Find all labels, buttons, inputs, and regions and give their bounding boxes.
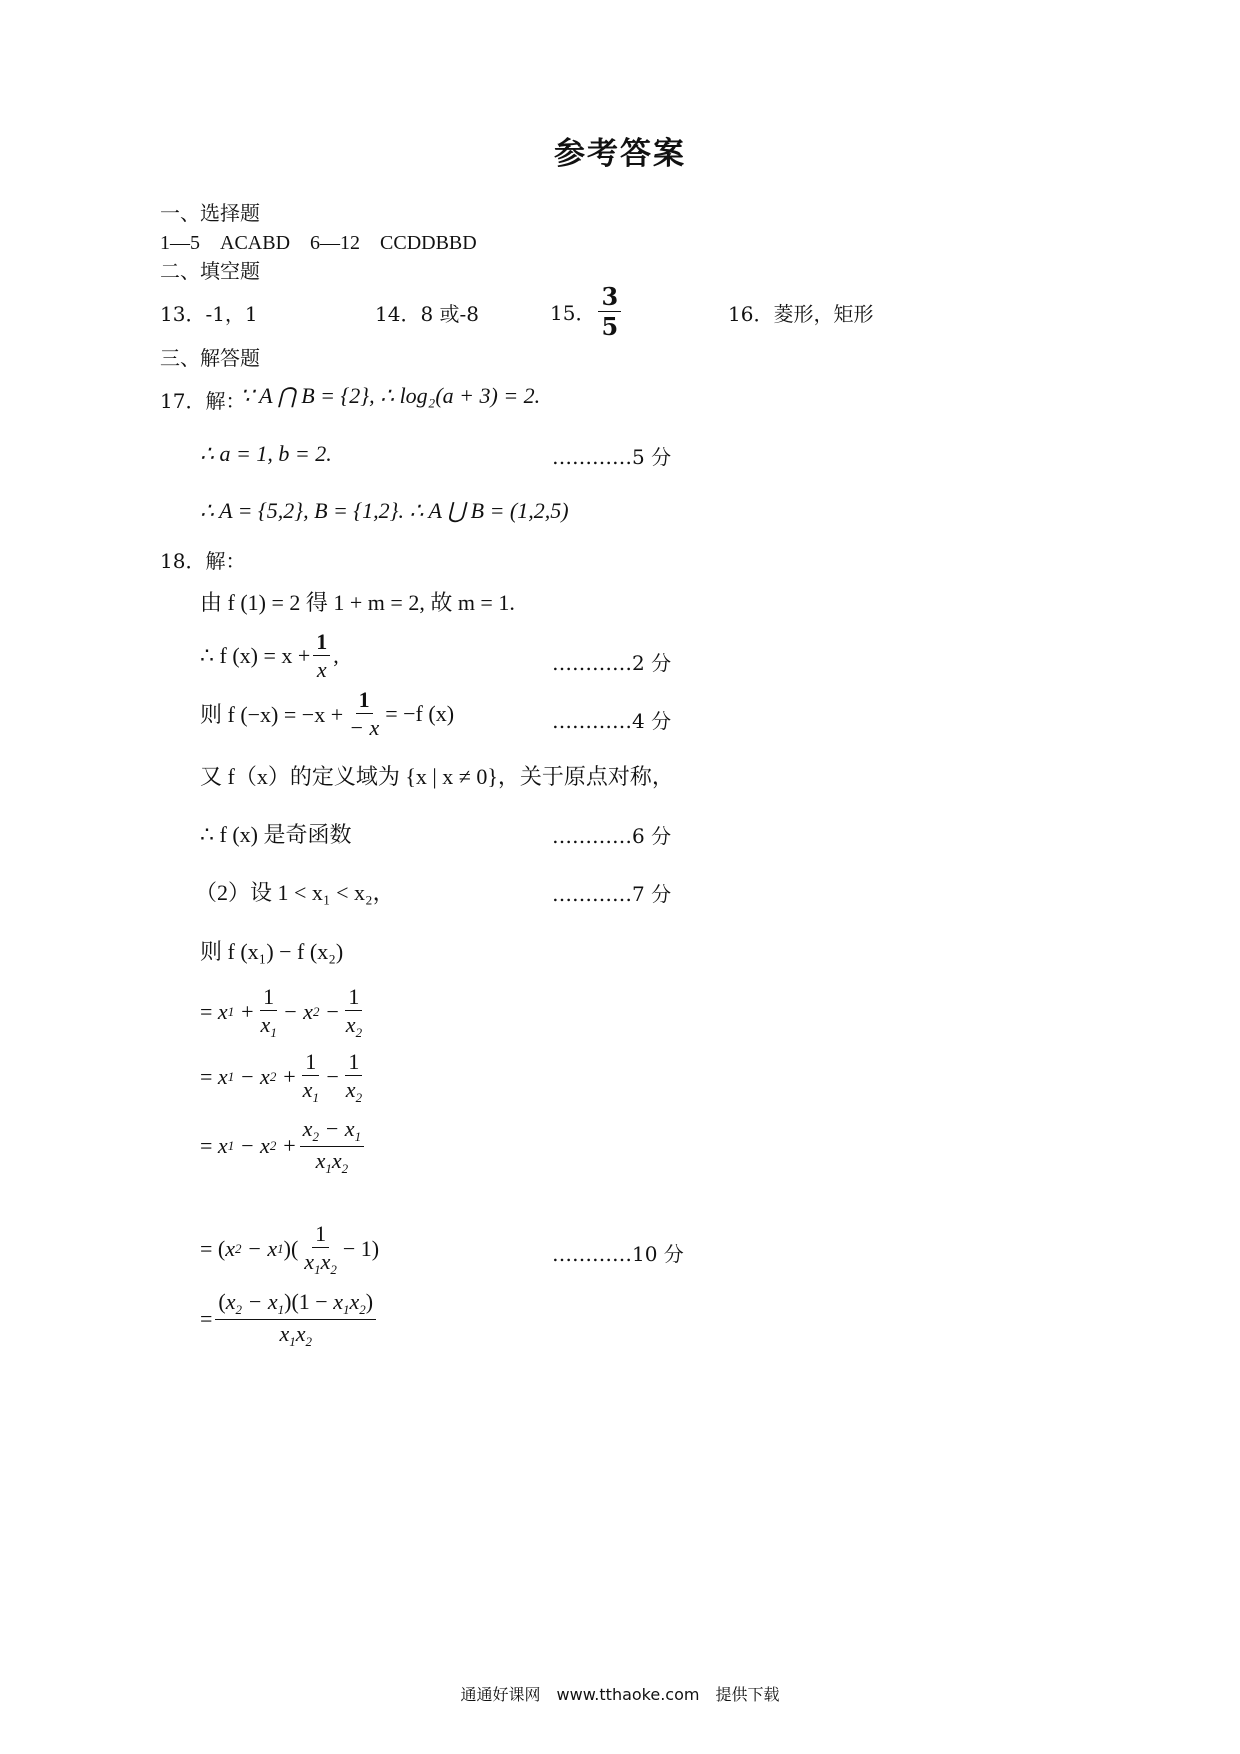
- q17-label: 17．解：: [160, 389, 246, 413]
- q15-fraction: [598, 282, 621, 342]
- q17-line3: ∴ A = {5,2}, B = {1,2}. ∴ A ⋃ B = (1,2,5): [200, 498, 569, 523]
- section-fill-heading: 二、填空题: [160, 259, 260, 283]
- q18-line2-fraction: [313, 630, 330, 681]
- q17-score-5: …………5 分: [552, 445, 672, 469]
- q18-step4: = ( x 2 − x 1 )( $\frac{1}{x_1x_2}$ − 1): [200, 1221, 380, 1278]
- q18-line2-post: ,: [333, 642, 339, 668]
- q18-line3-fraction: [346, 688, 382, 739]
- q18-line2-numerator: 1: [313, 630, 330, 656]
- q18-line2: [200, 630, 339, 681]
- q13-answer: 13．-1，1: [160, 302, 258, 326]
- q18-line3-pre: 则 f (−x) = −x +: [200, 702, 344, 728]
- q18-step3: = x 1 − x 2 + $\frac{x_2 - x_1}{x_1x_2}$: [200, 1117, 367, 1175]
- q15-denominator: 5: [601, 312, 619, 342]
- q18-line2-denominator: x: [316, 657, 327, 683]
- q15-numerator: 3: [598, 284, 621, 312]
- q18-line3-denominator: − x: [349, 715, 380, 741]
- q18-score-2: …………2 分: [552, 651, 672, 675]
- q18-line3: [200, 688, 454, 739]
- q15-label: 15．: [550, 301, 596, 326]
- q14-answer: 14．8 或-8: [375, 302, 480, 326]
- choice-answers: 1—5 ACABD 6—12 CCDDBBD: [160, 232, 477, 254]
- page-title: 参考答案: [554, 136, 686, 172]
- q18-step2: = x 1 − x 2 + $\frac{1}{x_1}$ − $\frac{1}{x_2}$: [200, 1049, 363, 1106]
- q18-line5: ∴ f (x) 是奇函数: [200, 822, 352, 847]
- q18-line7: 则 f (x₁) − f (x₂): [200, 939, 344, 964]
- section-choice-heading: 一、选择题: [160, 201, 260, 225]
- q18-line3-numerator: 1: [356, 688, 373, 714]
- q18-score-7: …………7 分: [552, 882, 672, 906]
- q18-label: 18．解：: [160, 549, 246, 573]
- section-solve-heading: 三、解答题: [160, 346, 260, 370]
- q18-step5: = $\frac{(x_2 - x_1)(1 - x_1x_2)}{x_1x_2}$: [200, 1290, 379, 1348]
- q17-line1: ∵ A ⋂ B = {2}, ∴ log₂(a + 3) = 2.: [240, 383, 541, 408]
- page-footer: 通通好课网 www.tthaoke.com 提供下载: [460, 1685, 780, 1704]
- q18-score-4: …………4 分: [552, 709, 672, 733]
- q18-line4: 又 f（x）的定义域为 {x | x ≠ 0}，关于原点对称，: [200, 764, 674, 789]
- q18-score-10: …………10 分: [552, 1242, 684, 1266]
- q17-line2: ∴ a = 1, b = 2.: [200, 441, 332, 466]
- q18-step1: = x 1 + $\frac{1}{x_1}$ − x 2 − $\frac{1}{x_2}$: [200, 984, 363, 1041]
- q18-line6: （2）设 1 < x₁ < x₂，: [195, 880, 395, 905]
- q16-answer: 16．菱形，矩形: [728, 302, 874, 326]
- q18-line1: 由 f (1) = 2 得 1 + m = 2, 故 m = 1.: [200, 590, 515, 615]
- q15-answer: [550, 282, 624, 342]
- q18-score-6: …………6 分: [552, 824, 672, 848]
- q18-line2-pre: ∴ f (x) = x +: [200, 642, 311, 668]
- q18-line3-post: = −f (x): [385, 700, 455, 726]
